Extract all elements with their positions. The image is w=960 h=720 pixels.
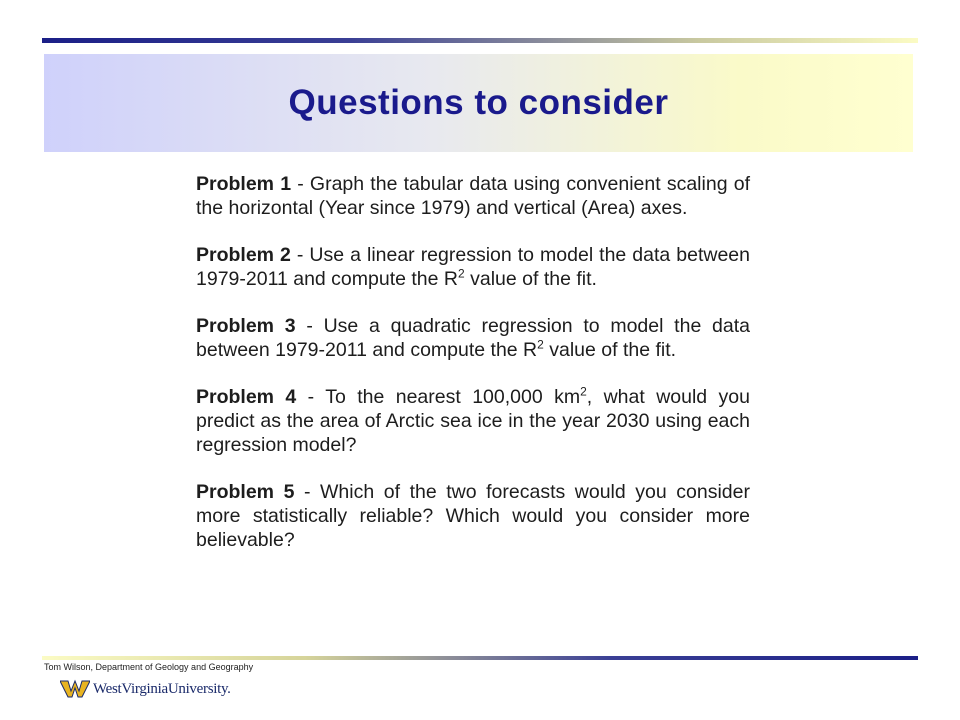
problem-4 — [196, 385, 750, 457]
wvu-logo — [60, 678, 231, 700]
problem-text: - Which of the two forecasts would you consider more statistically reliable? Which would you consider more believable? — [196, 481, 750, 551]
problem-label: Problem 3 — [196, 315, 296, 337]
problem-label: Problem 4 — [196, 386, 297, 408]
wv-flying-wv-icon — [60, 679, 90, 699]
superscript: 2 — [458, 266, 465, 281]
problem-label: Problem 5 — [196, 481, 295, 503]
logo-text: WestVirginiaUniversity. — [93, 680, 231, 697]
superscript: 2 — [580, 384, 587, 399]
problem-label: Problem 1 — [196, 173, 292, 195]
problem-text: - Use a quadratic regression to model the data between 1979-2011 and compute the R — [196, 315, 750, 361]
problem-3 — [196, 314, 750, 362]
problem-5 — [196, 480, 750, 552]
problem-text-cont: value of the fit. — [543, 339, 677, 361]
problem-text: - To the nearest 100,000 km — [296, 386, 581, 408]
problem-list — [196, 172, 750, 552]
problem-label: Problem 2 — [196, 244, 291, 266]
problem-1 — [196, 172, 750, 220]
problem-2 — [196, 243, 750, 291]
problem-text-cont: value of the fit. — [464, 268, 597, 290]
superscript: 2 — [537, 337, 544, 352]
top-rule — [42, 38, 918, 43]
problem-text: - Graph the tabular data using convenient scaling of the horizontal (Year since 1979) and vertical (Area) axes. — [196, 173, 750, 219]
footer-credit: Tom Wilson, Department of Geology and Geography — [44, 662, 254, 672]
problem-text: - Use a linear regression to model the data between 1979-2011 and compute the R — [196, 244, 750, 290]
page-title: Questions to consider — [288, 83, 669, 122]
problem-text-cont: , what would you predict as the area of Arctic sea ice in the year 2030 using each regression model? — [196, 386, 750, 456]
bottom-rule — [42, 656, 918, 660]
